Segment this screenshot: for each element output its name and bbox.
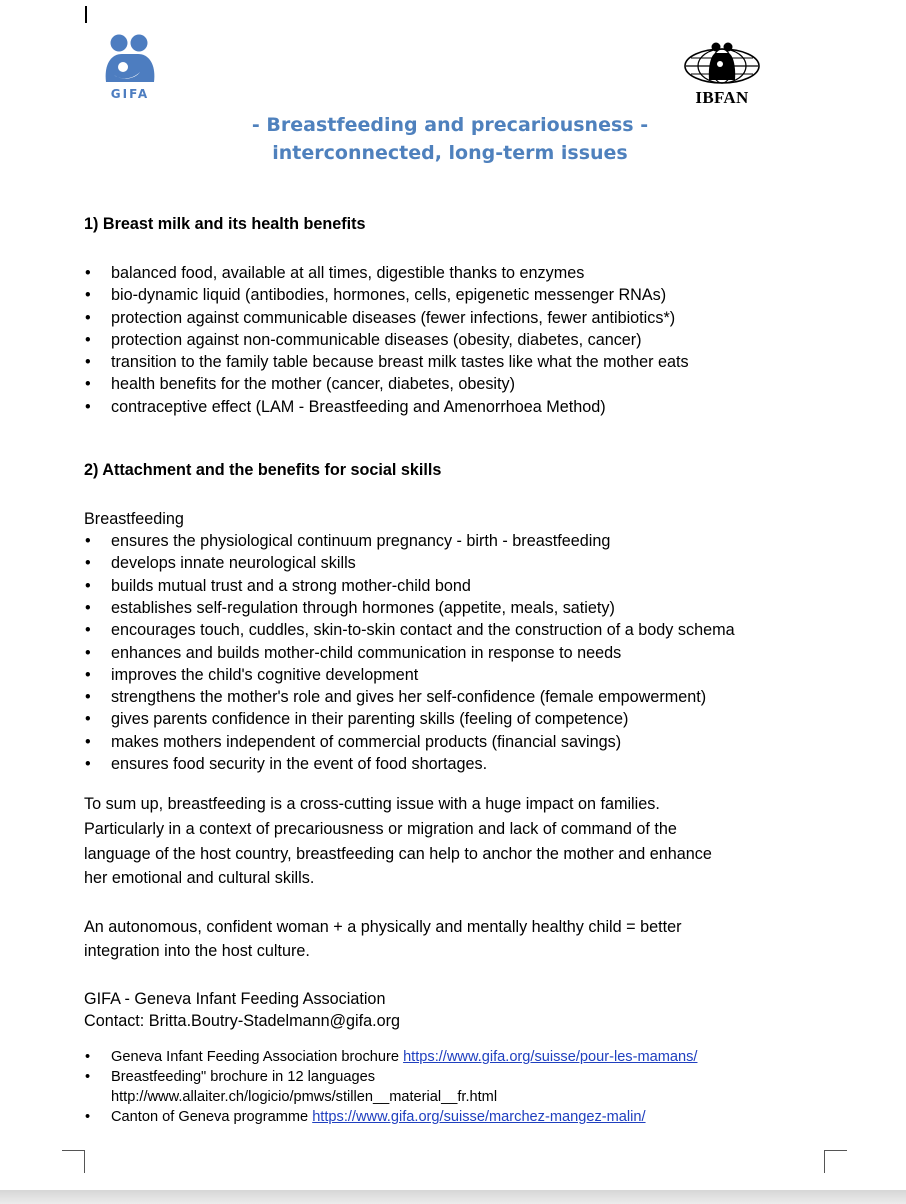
ibfan-logo-text: IBFAN xyxy=(695,88,749,107)
summary-line: her emotional and cultural skills. xyxy=(84,869,315,888)
bullet: • xyxy=(85,665,91,684)
equation-line: An autonomous, confident woman + a physically and mentally healthy child = better xyxy=(84,917,682,936)
page-corner-mark-left xyxy=(62,1150,85,1173)
contact-org: GIFA - Geneva Infant Feeding Association xyxy=(84,989,386,1008)
bullet: • xyxy=(85,397,91,416)
list-item: • ensures food security in the event of food shortages. xyxy=(84,753,844,775)
health-benefits-list xyxy=(84,262,844,418)
list-item: • Canton of Geneva programme https://www.gifa.org/suisse/marchez-mangez-malin/ xyxy=(85,1108,646,1125)
bullet: • xyxy=(85,621,91,640)
bullet: • xyxy=(85,643,91,662)
bullet: • xyxy=(85,330,91,349)
equation-paragraph xyxy=(84,915,844,964)
document-title xyxy=(200,111,700,167)
list-item: • strengthens the mother's role and gives her self-confidence (female empowerment) xyxy=(84,686,844,708)
allaiter-url-text: http://www.allaiter.ch/logicio/pmws/stillen__material__fr.html xyxy=(111,1088,498,1105)
list-item: • gives parents confidence in their parenting skills (feeling of competence) xyxy=(84,708,844,730)
bullet: • xyxy=(85,1068,91,1085)
list-item: • bio-dynamic liquid (antibodies, hormones, cells, epigenetic messenger RNAs) xyxy=(84,284,844,306)
list-item: • encourages touch, cuddles, skin-to-skin contact and the construction of a body schema xyxy=(84,619,844,641)
gifa-logo-text: GIFA xyxy=(110,87,150,101)
text-cursor xyxy=(85,6,87,23)
social-skills-list xyxy=(84,530,844,775)
contact-block xyxy=(84,988,844,1032)
contact-email: Contact: Britta.Boutry-Stadelmann@gifa.org xyxy=(84,1011,401,1030)
list-item: • builds mutual trust and a strong mother-child bond xyxy=(84,575,844,597)
page-gap xyxy=(0,1190,906,1204)
list-item: • Breastfeeding" brochure in 12 languages http://www.allaiter.ch/logicio/pmws/stillen__material__fr.html xyxy=(85,1068,498,1105)
bullet: • xyxy=(85,308,91,327)
title-line-2: interconnected, long-term issues xyxy=(272,142,628,164)
summary-line: Particularly in a context of precariousness or migration and lack of command of the xyxy=(84,819,677,838)
document-body xyxy=(84,210,844,1127)
list-item: • enhances and builds mother-child communication in response to needs xyxy=(84,642,844,664)
marchez-mangez-malin-link[interactable]: https://www.gifa.org/suisse/marchez-mangez-malin/ xyxy=(312,1108,646,1125)
summary-line: language of the host country, breastfeeding can help to anchor the mother and enhance xyxy=(84,844,712,863)
section-1-heading: 1) Breast milk and its health benefits xyxy=(84,215,366,233)
bullet: • xyxy=(85,710,91,729)
bullet: • xyxy=(85,576,91,595)
list-item: • develops innate neurological skills xyxy=(84,552,844,574)
equation-line: integration into the host culture. xyxy=(84,942,310,961)
page-corner-mark-right xyxy=(824,1150,847,1173)
bullet: • xyxy=(85,1048,91,1065)
bullet: • xyxy=(85,688,91,707)
bullet: • xyxy=(85,286,91,305)
list-item: • balanced food, available at all times, digestible thanks to enzymes xyxy=(84,262,844,284)
list-item: • contraceptive effect (LAM - Breastfeeding and Amenorrhoea Method) xyxy=(84,396,844,418)
bullet: • xyxy=(85,264,91,282)
summary-paragraph xyxy=(84,792,844,890)
bullet: • xyxy=(85,554,91,573)
bullet: • xyxy=(85,532,91,551)
list-item: • Geneva Infant Feeding Association brochure https://www.gifa.org/suisse/pour-les-mamans/ xyxy=(85,1048,698,1065)
list-item: • ensures the physiological continuum pregnancy - birth - breastfeeding xyxy=(84,530,844,552)
gifa-mamans-link[interactable]: https://www.gifa.org/suisse/pour-les-mamans/ xyxy=(403,1048,698,1065)
bullet: • xyxy=(85,1108,91,1125)
list-item: • transition to the family table because breast milk tastes like what the mother eats xyxy=(84,351,844,373)
bullet: • xyxy=(85,598,91,617)
summary-line: To sum up, breastfeeding is a cross-cutting issue with a huge impact on families. xyxy=(84,795,660,814)
bullet: • xyxy=(85,732,91,751)
bullet: • xyxy=(85,353,91,372)
list-item: • protection against communicable diseases (fewer infections, fewer antibiotics*) xyxy=(84,307,844,329)
bullet: • xyxy=(85,375,91,394)
title-line-1: - Breastfeeding and precariousness - xyxy=(251,114,649,136)
list-item: • health benefits for the mother (cancer, diabetes, obesity) xyxy=(84,373,844,395)
resources-list xyxy=(84,1047,844,1127)
section-2-intro: Breastfeeding xyxy=(84,510,184,529)
list-item: • improves the child's cognitive development xyxy=(84,664,844,686)
ibfan-globe-logo-icon xyxy=(683,40,761,86)
section-2-heading: 2) Attachment and the benefits for social skills xyxy=(84,461,442,480)
list-item: • protection against non-communicable diseases (obesity, diabetes, cancer) xyxy=(84,329,844,351)
list-item: • establishes self-regulation through hormones (appetite, meals, satiety) xyxy=(84,597,844,619)
list-item: • makes mothers independent of commercial products (financial savings) xyxy=(84,731,844,753)
bullet: • xyxy=(85,755,91,774)
